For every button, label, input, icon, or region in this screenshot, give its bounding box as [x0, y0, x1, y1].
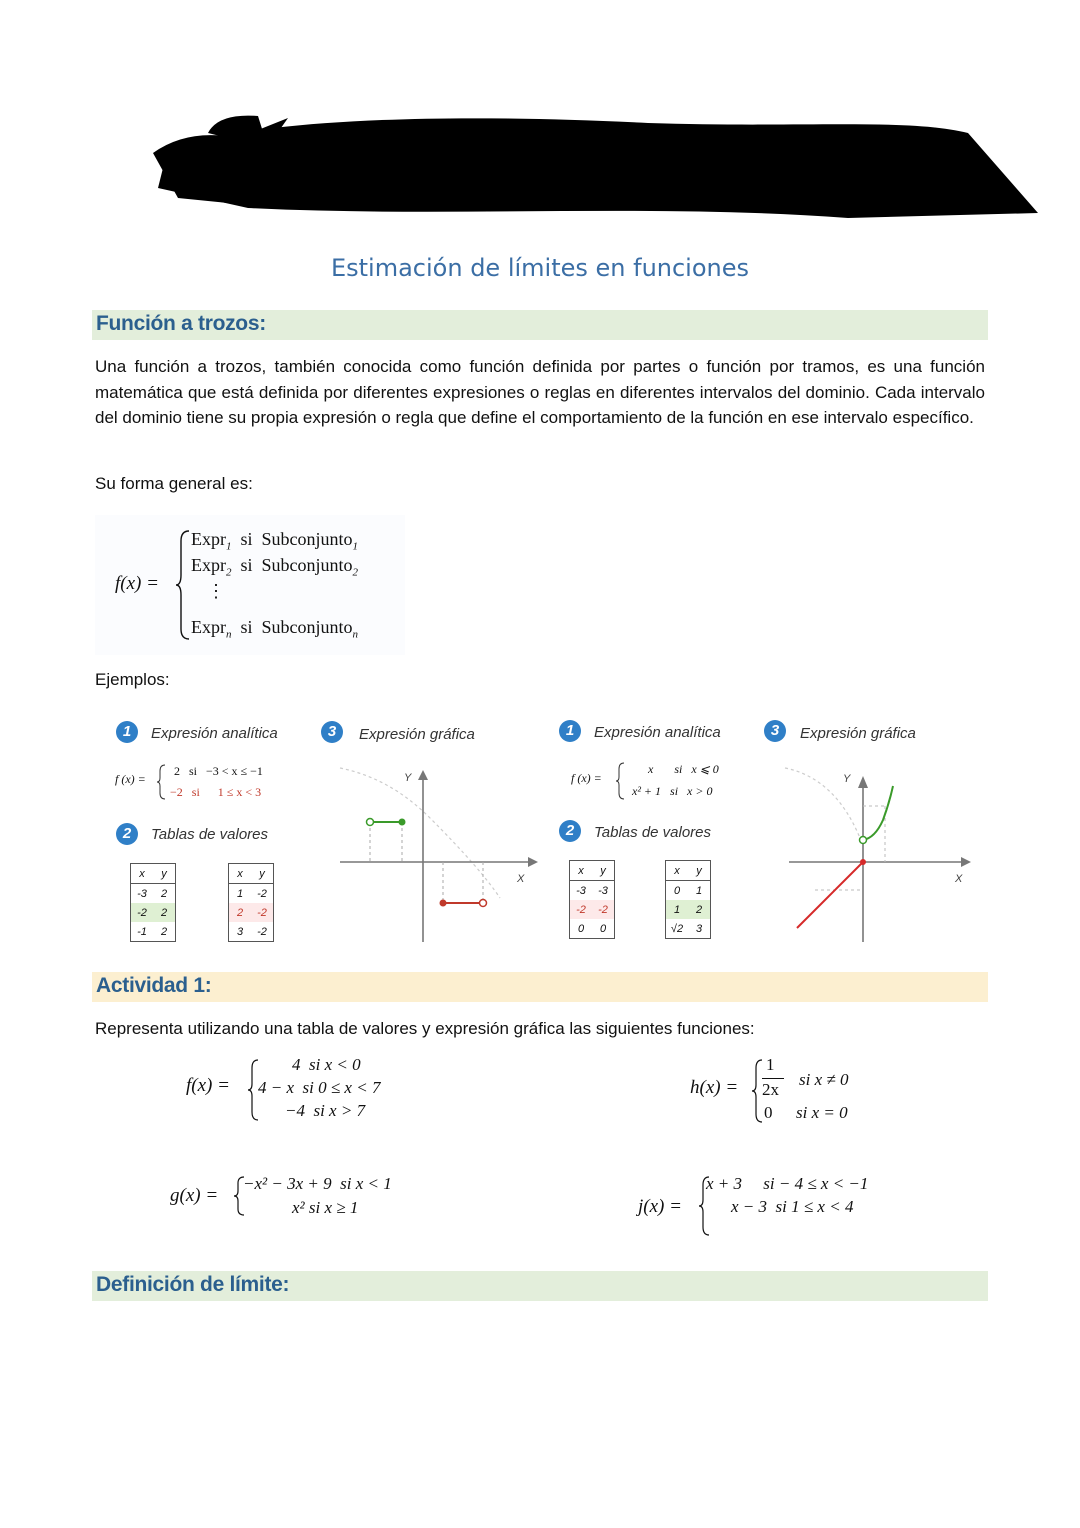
closed-point: [440, 900, 447, 907]
ex2-brace: [615, 762, 625, 800]
label-analytic: Expresión analítica: [151, 725, 278, 742]
section-heading: Actividad 1:: [96, 974, 212, 997]
g-row-2: x² si x ≥ 1: [292, 1198, 359, 1217]
ex2-lhs: f (x) =: [571, 771, 602, 785]
g-row-1: −x² − 3x + 9 si x < 1: [243, 1174, 392, 1193]
section-band-actividad: [92, 972, 988, 1002]
left-brace: [175, 529, 191, 641]
badge-2: 2: [116, 823, 138, 845]
label-graphic: Expresión gráfica: [800, 725, 916, 742]
general-form-formula: [95, 515, 405, 655]
f-lhs: f(x) =: [186, 1075, 230, 1096]
badge-2: 2: [559, 820, 581, 842]
general-dots: ⋮: [207, 581, 225, 601]
h-cond-2: si x = 0: [796, 1103, 848, 1122]
h-den: 2x: [762, 1080, 779, 1099]
f-row-1: 4 si x < 0: [292, 1055, 361, 1074]
ex2-table-2: x y 0 1 1 2 √2 3: [665, 860, 711, 939]
open-point: [860, 837, 867, 844]
section-band-funcion-a-trozos: [92, 310, 988, 340]
section-heading: Función a trozos:: [96, 312, 266, 335]
ex1-case-1: 2 si −3 < x ≤ −1: [174, 764, 263, 778]
activity-instruction: Representa utilizando una tabla de valores y expresión gráfica las siguientes funciones:: [95, 1019, 755, 1038]
h-num: 1: [766, 1055, 775, 1074]
x-axis-label: X: [955, 873, 963, 885]
section-band-definicion-limite: [92, 1271, 988, 1301]
parabola-x2-plus-1: [863, 786, 893, 840]
label-graphic: Expresión gráfica: [359, 726, 475, 743]
ex1-table-1: x y -3 2 -2 2 -1 2: [130, 863, 176, 942]
redaction-scribble: [148, 108, 1040, 228]
j-row-2: x − 3 si 1 ≤ x < 4: [731, 1197, 854, 1216]
general-row-2: Expr$_2$ si Subconjunto$_2$: [191, 555, 359, 579]
line-y-equals-x: [797, 862, 863, 928]
h-cond-1: si x ≠ 0: [799, 1070, 849, 1089]
ex1-case-2: −2 si 1 ≤ x < 3: [170, 785, 262, 799]
badge-1: 1: [559, 720, 581, 742]
open-point: [480, 900, 487, 907]
badge-1: 1: [116, 721, 138, 743]
badge-3: 3: [321, 721, 343, 743]
ex1-lhs: f (x) =: [115, 772, 146, 786]
h-val-2: 0: [764, 1103, 773, 1122]
ex2-graph: [775, 758, 985, 950]
example-1: [100, 710, 540, 960]
general-lhs: f(x) =: [115, 573, 159, 594]
examples-label: Ejemplos:: [95, 670, 170, 689]
ex1-graph: [330, 758, 540, 950]
j-lhs: j(x) =: [638, 1196, 682, 1217]
badge-3: 3: [764, 720, 786, 742]
ex2-case-1: x si x ⩽ 0: [648, 762, 719, 776]
label-tables: Tablas de valores: [151, 826, 269, 843]
f-row-2: 4 − x si 0 ≤ x < 7: [258, 1078, 381, 1097]
h-lhs: h(x) =: [690, 1077, 739, 1098]
section-heading: Definición de límite:: [96, 1273, 290, 1296]
closed-point: [860, 859, 866, 865]
ex1-table-2: x y 1 -2 2 -2 3 -2: [228, 863, 274, 942]
label-analytic: Expresión analítica: [594, 724, 721, 741]
label-tables: Tablas de valores: [594, 824, 712, 841]
closed-point: [399, 819, 406, 826]
general-row-1: Expr$_1$ si Subconjunto$_1$: [191, 529, 359, 553]
ex2-case-2: x² + 1 si x > 0: [632, 784, 713, 798]
ex1-brace: [156, 764, 166, 800]
general-row-n: Expr$_n$ si Subconjunto$_n$: [191, 617, 359, 641]
g-lhs: g(x) =: [170, 1185, 219, 1206]
y-axis-label: Y: [404, 772, 412, 784]
y-axis-label: Y: [843, 773, 851, 785]
ex2-table-1: x y -3 -3 -2 -2 0 0: [569, 860, 615, 939]
f-row-3: −4 si x > 7: [285, 1101, 366, 1120]
open-point: [367, 819, 374, 826]
h-fraction-bar: [762, 1078, 784, 1079]
definition-paragraph: Una función a trozos, también conocida como función definida por partes o función por tramos, es una función matemática que está definida por diferentes expresiones o reglas en diferentes intervalos del dominio. Cada intervalo del dominio tiene su propia expresión o regla que define el comportamiento de la función en ese intervalo específico.: [95, 357, 985, 427]
page-title: Estimación de límites en funciones: [330, 254, 750, 282]
general-form-label: Su forma general es:: [95, 474, 253, 493]
j-row-1: x + 3 si − 4 ≤ x < −1: [706, 1174, 869, 1193]
x-axis-label: X: [517, 873, 525, 885]
example-2: [545, 710, 985, 960]
